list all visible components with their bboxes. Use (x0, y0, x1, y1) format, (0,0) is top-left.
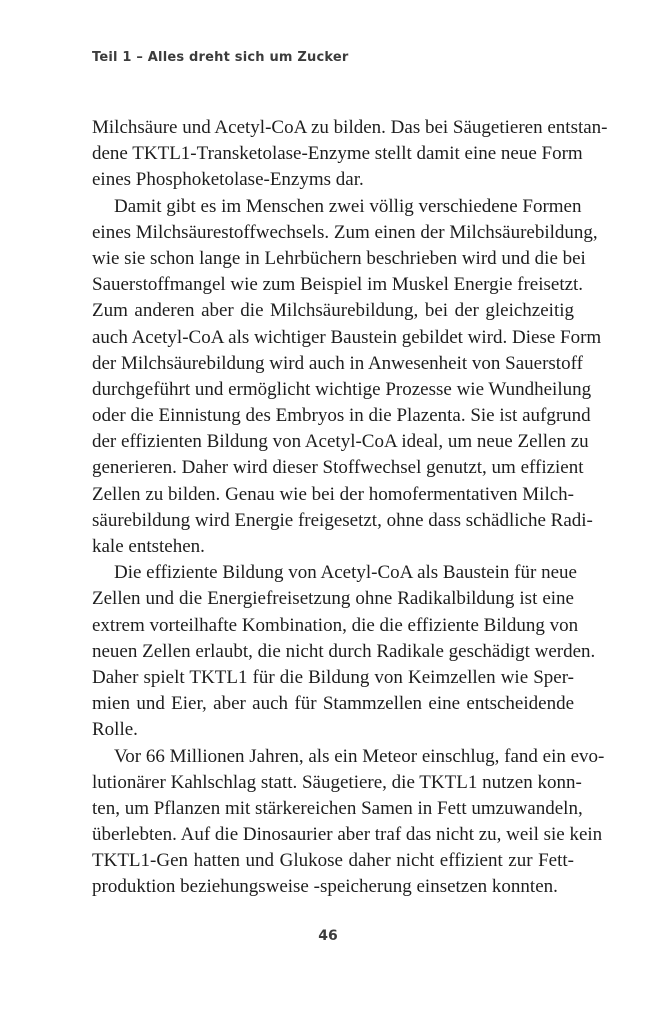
text-line: wie sie schon lange in Lehrbüchern beschrieben wird und die bei (92, 247, 586, 269)
paragraph (92, 194, 602, 561)
text-line: Milchsäure und Acetyl-CoA zu bilden. Das bei Säugetieren entstan- (92, 117, 608, 138)
text-line: Zellen und die Energiefreisetzung ohne Radikalbildung ist eine (92, 588, 574, 610)
text-line: Sauerstoffmangel wie zum Beispiel im Muskel Energie freisetzt. (92, 274, 584, 296)
body-text (92, 115, 608, 901)
page-number: 46 (318, 928, 338, 944)
text-line: TKTL1-Gen hatten und Glukose daher nicht effizient zur Fett- (92, 850, 574, 872)
text-line: Die effiziente Bildung von Acetyl-CoA als Baustein für neue (114, 562, 577, 584)
text-line: Damit gibt es im Menschen zwei völlig verschiedene Formen (114, 195, 582, 217)
text-line: lutionärer Kahlschlag statt. Säugetiere, die TKTL1 nutzen konn- (92, 771, 582, 793)
text-line: oder die Einnistung des Embryos in die Plazenta. Sie ist aufgrund (92, 405, 591, 427)
paragraph (92, 560, 596, 743)
text-line: überlebten. Auf die Dinosaurier aber traf das nicht zu, weil sie kein (92, 824, 603, 846)
text-line: ten, um Pflanzen mit stärkereichen Samen in Fett umzuwandeln, (92, 797, 583, 819)
text-line: durchgeführt und ermöglicht wichtige Prozesse wie Wundheilung (92, 378, 592, 400)
text-line: extrem vorteilhafte Kombination, die die effiziente Bildung von (92, 614, 579, 636)
text-line: dene TKTL1-Transketolase-Enzyme stellt damit eine neue Form (92, 143, 583, 165)
paragraph (92, 744, 605, 901)
text-line: der effizienten Bildung von Acetyl-CoA ideal, um neue Zellen zu (92, 431, 589, 453)
running-header: Teil 1 – Alles dreht sich um Zucker (92, 50, 349, 65)
text-line: eines Phosphoketolase-Enzyms dar. (92, 169, 364, 191)
text-line: Zellen zu bilden. Genau wie bei der homofermentativen Milch- (92, 483, 574, 505)
text-line: der Milchsäurebildung wird auch in Anwesenheit von Sauerstoff (92, 352, 583, 374)
text-line: neuen Zellen erlaubt, die nicht durch Radikale geschädigt werden. (92, 640, 596, 662)
text-line: eines Milchsäurestoffwechsels. Zum einen der Milchsäurebildung, (92, 221, 598, 243)
text-line: Daher spielt TKTL1 für die Bildung von Keimzellen wie Sper- (92, 666, 574, 688)
text-line: generieren. Daher wird dieser Stoffwechsel genutzt, um effizient (92, 457, 584, 479)
text-line: säurebildung wird Energie freigesetzt, ohne dass schädliche Radi- (92, 509, 593, 531)
text-line: auch Acetyl-CoA als wichtiger Baustein gebildet wird. Diese Form (92, 326, 602, 348)
text-line: Zum anderen aber die Milchsäurebildung, bei der gleichzeitig (92, 300, 574, 322)
text-line: produktion beziehungsweise -speicherung einsetzen konnten. (92, 876, 558, 898)
text-line: Rolle. (92, 719, 138, 741)
text-line: mien und Eier, aber auch für Stammzellen eine entscheidende (92, 693, 574, 715)
text-line: kale entstehen. (92, 536, 205, 557)
paragraph (92, 115, 608, 194)
text-line: Vor 66 Millionen Jahren, als ein Meteor einschlug, fand ein evo- (114, 745, 605, 767)
